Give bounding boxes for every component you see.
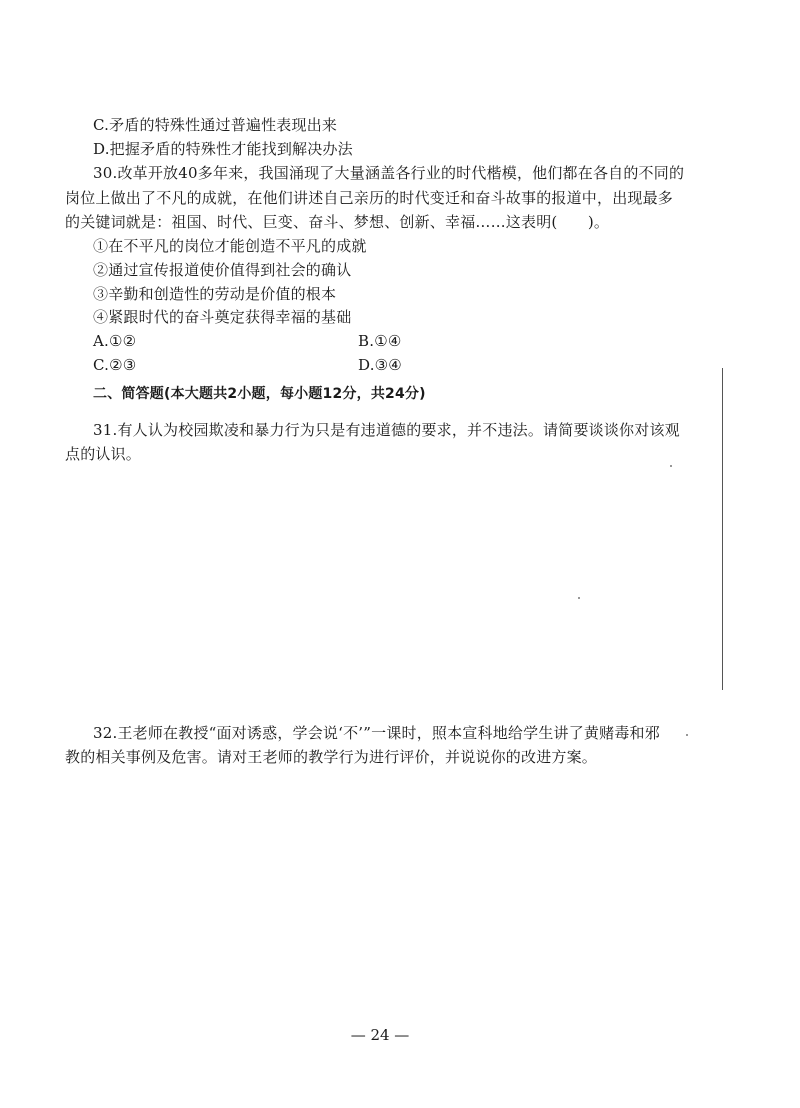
q30-stem-line-2: 岗位上做出了不凡的成就，在他们讲述自己亲历的时代变迁和奋斗故事的报道中，出现最多 xyxy=(65,189,674,207)
q31-line-1: 31.有人认为校园欺凌和暴力行为只是有违道德的要求，并不违法。请简要谈谈你对该观 xyxy=(93,421,680,439)
q32-line-2: 教的相关事例及危害。请对王老师的教学行为进行评价，并说说你的改进方案。 xyxy=(65,748,598,766)
q29-option-c: C.矛盾的特殊性通过普遍性表现出来 xyxy=(93,116,338,134)
q30-statement-3: ③辛勤和创造性的劳动是价值的根本 xyxy=(93,285,337,303)
scan-speck xyxy=(670,465,672,467)
q29-option-d: D.把握矛盾的特殊性才能找到解决办法 xyxy=(93,140,353,158)
q30-statement-4: ④紧跟时代的奋斗奠定获得幸福的基础 xyxy=(93,308,352,326)
q30-statement-2: ②通过宣传报道使价值得到社会的确认 xyxy=(93,261,352,279)
scan-speck xyxy=(686,734,688,736)
q30-option-c: C.②③ xyxy=(93,356,137,374)
q30-option-d: D.③④ xyxy=(358,356,402,374)
margin-rule xyxy=(722,368,723,690)
scan-speck xyxy=(578,597,580,599)
section-heading: 二、简答题(本大题共2小题，每小题12分，共24分) xyxy=(93,386,426,402)
q30-option-a: A.①② xyxy=(93,332,137,350)
q30-stem-line-3: 的关键词就是：祖国、时代、巨变、奋斗、梦想、创新、幸福……这表明( )。 xyxy=(65,213,610,231)
q32-line-1: 32.王老师在教授“面对诱惑，学会说‘不’”一课时，照本宣科地给学生讲了黄赌毒和邪 xyxy=(93,724,660,742)
q30-option-b: B.①④ xyxy=(358,332,402,350)
page-number: — 24 — xyxy=(350,1026,410,1044)
q30-stem-line-1: 30.改革开放40多年来，我国涌现了大量涵盖各行业的时代楷模，他们都在各自的不同的 xyxy=(93,164,685,182)
q30-statement-1: ①在不平凡的岗位才能创造不平凡的成就 xyxy=(93,237,367,255)
q31-line-2: 点的认识。 xyxy=(65,445,142,463)
